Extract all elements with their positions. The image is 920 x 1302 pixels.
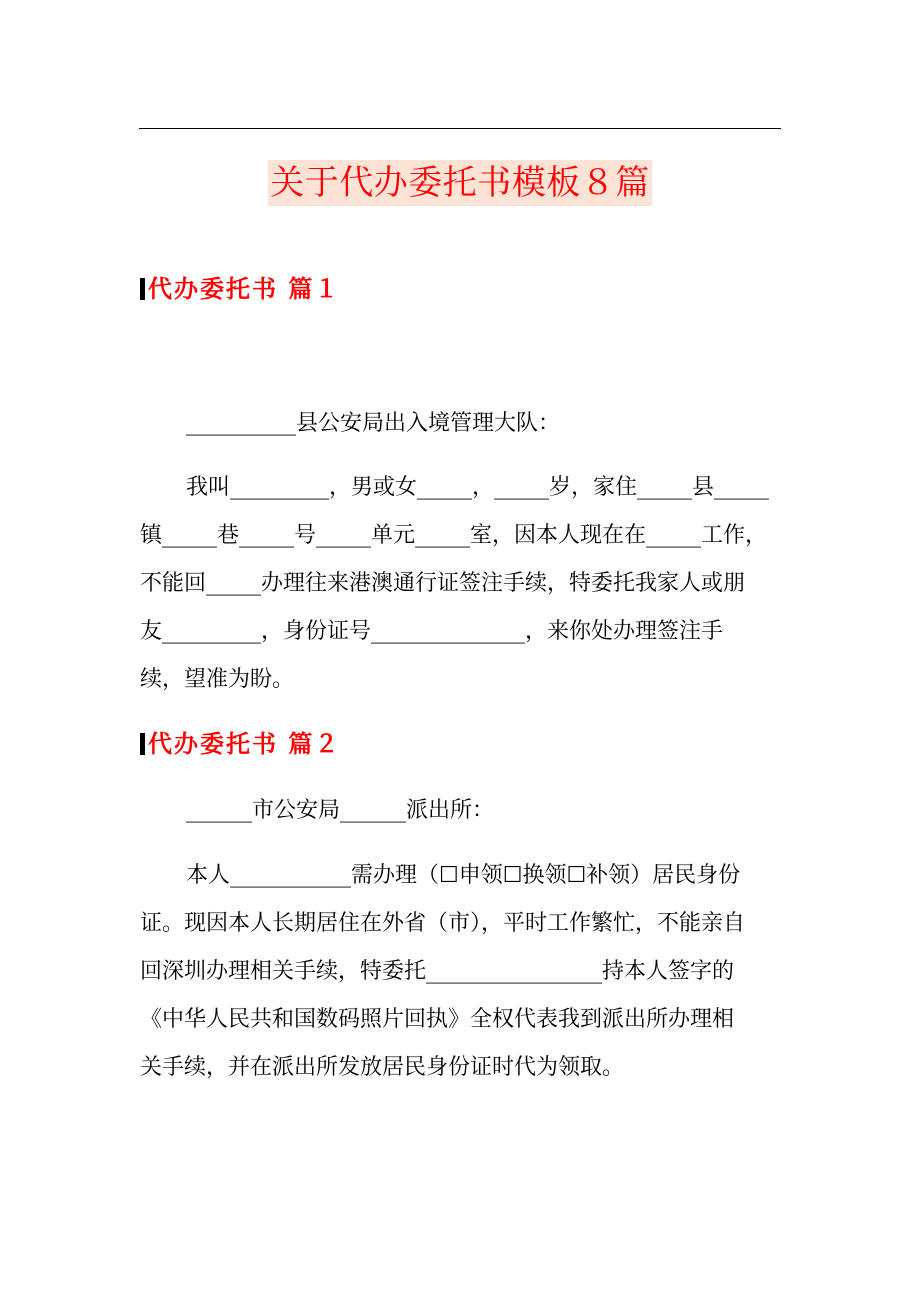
addressee-line: __________县公安局出入境管理大队： xyxy=(186,411,561,436)
body-line: 续，望准为盼。 xyxy=(140,667,295,692)
addressee-line: ______市公安局______派出所： xyxy=(186,798,495,823)
body-line: 证。现因本人长期居住在外省（市），平时工作繁忙，不能亲自 xyxy=(140,911,746,936)
addressee-2 xyxy=(140,787,782,835)
body-line: 关手续，并在派出所发放居民身份证时代为领取。 xyxy=(140,1055,625,1080)
body-line: 镇_____巷_____号_____单元_____室，因本人现在在_____工作， xyxy=(140,523,768,548)
body-line: 不能回_____办理往来港澳通行证签注手续，特委托我家人或朋 xyxy=(140,571,746,596)
top-rule xyxy=(139,128,781,129)
body-1 xyxy=(140,464,782,704)
addressee-1 xyxy=(140,400,782,448)
title-wrap xyxy=(0,160,920,206)
body-2 xyxy=(140,852,782,1092)
heading-bar xyxy=(140,733,145,755)
section-heading-2 xyxy=(140,729,340,759)
body-line: 本人___________需办理（☐申领☐换领☐补领）居民身份 xyxy=(186,863,741,888)
section-heading-1 xyxy=(140,274,340,304)
body-line: 《中华人民共和国数码照片回执》全权代表我到派出所办理相 xyxy=(140,1007,735,1032)
body-line: 我叫_________，男或女_____，_____岁，家住_____县_____ xyxy=(186,475,770,500)
section-heading-text: 代办委托书 篇２ xyxy=(148,729,341,758)
body-line: 回深圳办理相关手续，特委托________________持本人签字的 xyxy=(140,959,735,984)
section-heading-text: 代办委托书 篇１ xyxy=(148,274,341,303)
page-title: 关于代办委托书模板８篇 xyxy=(268,160,652,206)
heading-bar xyxy=(140,278,145,300)
body-line: 友_________，身份证号______________，来你处办理签注手 xyxy=(140,619,724,644)
